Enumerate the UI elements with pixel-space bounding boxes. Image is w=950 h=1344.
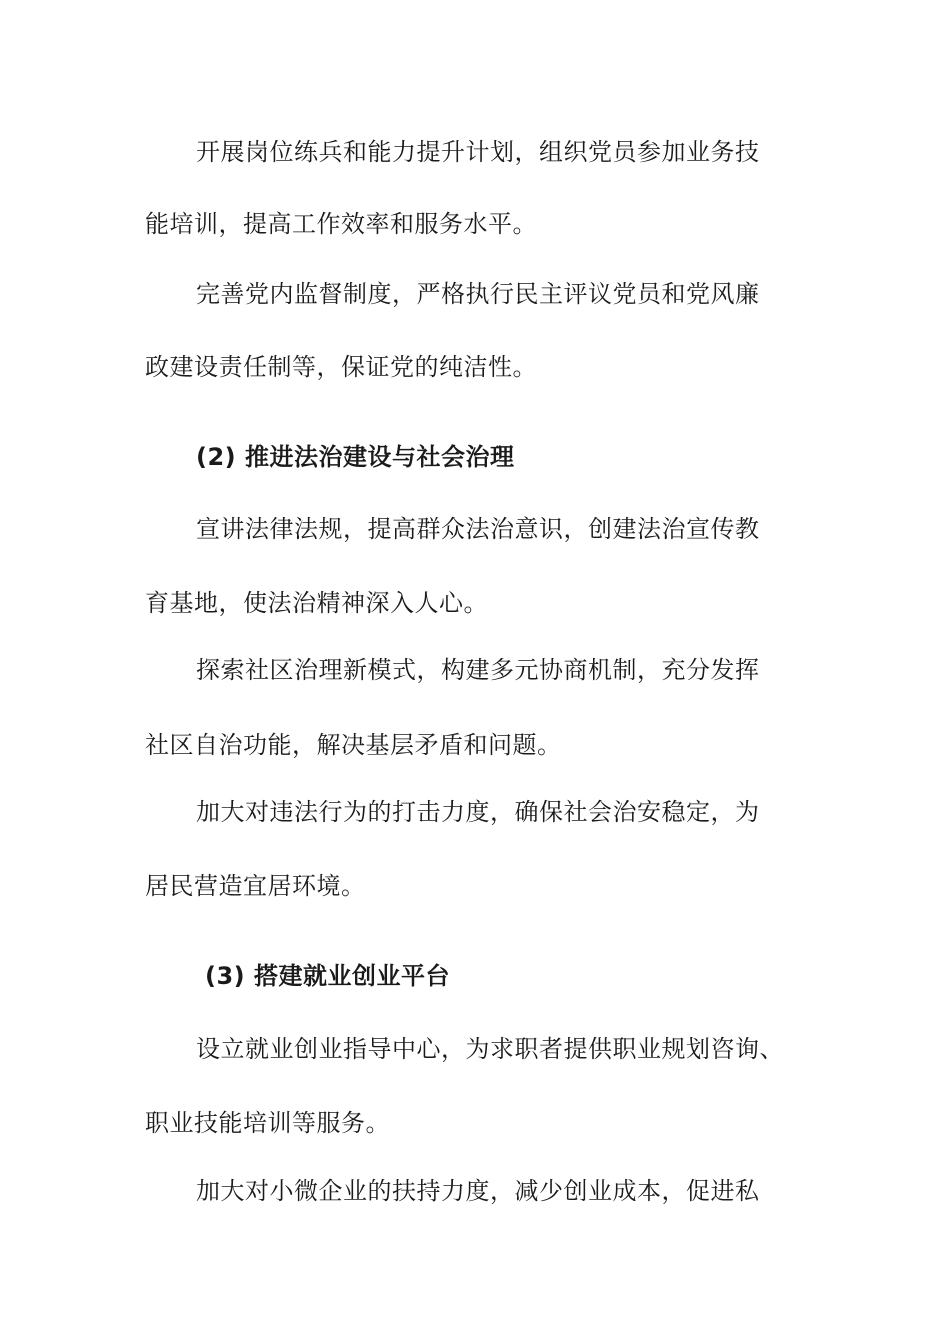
section-2-paragraph-1-line-1: 宣讲法律法规，提高群众法治意识，创建法治宣传教: [196, 515, 760, 543]
paragraph-2-line-2: 政建设责任制等，保证党的纯洁性。: [145, 353, 537, 381]
section-2-paragraph-2-line-2: 社区自治功能，解决基层矛盾和问题。: [145, 731, 562, 759]
section-3-paragraph-1-line-2: 职业技能培训等服务。: [145, 1109, 390, 1137]
section-2-paragraph-3-line-1: 加大对违法行为的打击力度，确保社会治安稳定，为: [196, 798, 760, 826]
paragraph-1-line-1: 开展岗位练兵和能力提升计划，组织党员参加业务技: [196, 138, 760, 166]
section-2-heading: (2) 推进法治建设与社会治理: [196, 443, 515, 471]
section-2-paragraph-2-line-1: 探索社区治理新模式，构建多元协商机制，充分发挥: [196, 656, 760, 684]
section-3-paragraph-1-line-1: 设立就业创业指导中心，为求职者提供职业规划咨询、: [196, 1035, 784, 1063]
section-2-paragraph-1-line-2: 育基地，使法治精神深入人心。: [145, 589, 488, 617]
section-3-paragraph-2-line-1: 加大对小微企业的扶持力度，减少创业成本，促进私: [196, 1177, 760, 1205]
paragraph-1-line-2: 能培训，提高工作效率和服务水平。: [145, 210, 537, 238]
paragraph-2-line-1: 完善党内监督制度，严格执行民主评议党员和党风廉: [196, 280, 760, 308]
section-3-heading: (3) 搭建就业创业平台: [205, 962, 450, 990]
section-2-paragraph-3-line-2: 居民营造宜居环境。: [145, 872, 366, 900]
